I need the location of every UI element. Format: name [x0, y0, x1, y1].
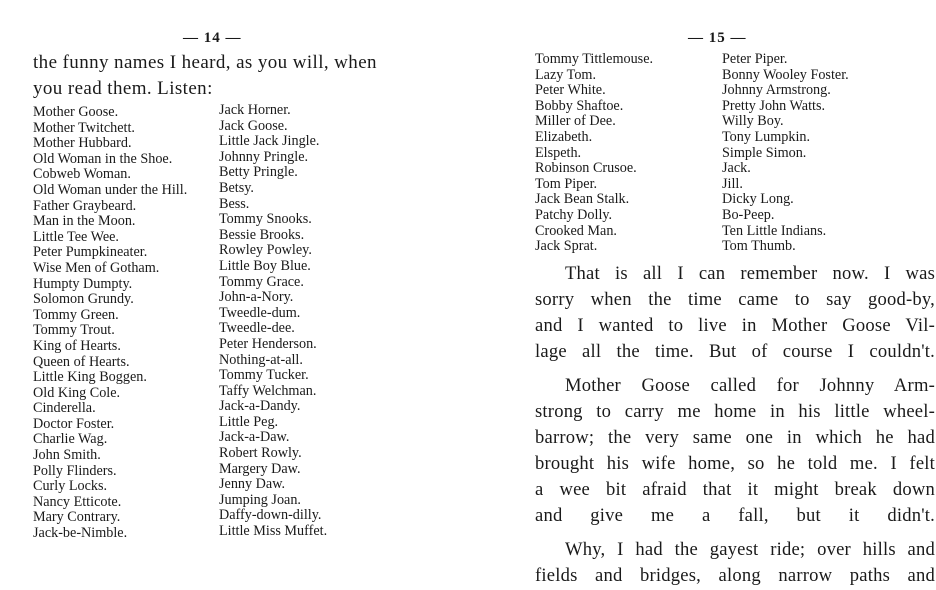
name-list-item: Crooked Man.	[535, 222, 617, 239]
name-list-item: Peter Henderson.	[219, 335, 317, 352]
name-list-item: Tommy Tittlemouse.	[535, 51, 654, 67]
name-list-item: Jack-a-Dandy.	[219, 398, 301, 415]
page-number-14: — 14 —	[183, 30, 242, 46]
name-list-item: Father Graybeard.	[33, 197, 137, 214]
name-list-item: Jack-be-Nimble.	[33, 525, 128, 542]
right-page	[468, 0, 936, 590]
text-line: barrow; the very same one in which he had	[535, 427, 935, 448]
text-line: fields and bridges, along narrow paths and	[535, 565, 935, 586]
story-text	[535, 261, 935, 589]
name-list-item: Daffy-down-dilly.	[219, 507, 322, 524]
name-list-item: Mary Contrary.	[33, 509, 121, 526]
name-list-item: Tommy Green.	[33, 306, 119, 323]
name-list-item: Bess.	[219, 195, 250, 212]
name-list-item: Jack Sprat.	[535, 238, 598, 255]
name-list-item: Betty Pringle.	[219, 164, 298, 181]
name-list-item: Wise Men of Gotham.	[33, 259, 160, 276]
text-line: and I wanted to live in Mother Goose Vil-	[535, 315, 935, 336]
name-list-item: Charlie Wag.	[33, 431, 108, 448]
name-list-item: Little Jack Jingle.	[219, 133, 320, 150]
name-list-item: Old King Cole.	[33, 384, 121, 401]
text-line: strong to carry me home in his little wheel-	[535, 401, 935, 422]
name-list-item: Johnny Pringle.	[219, 148, 309, 165]
name-list-item: Bessie Brooks.	[219, 226, 305, 243]
text-line: Why, I had the gayest ride; over hills and	[565, 539, 935, 560]
name-list-item: Nancy Etticote.	[33, 493, 122, 510]
name-list-item: Little Tee Wee.	[33, 228, 119, 245]
name-list-item: Ten Little Indians.	[722, 222, 827, 239]
name-list-item: Dicky Long.	[722, 191, 794, 208]
text-line: That is all I can remember now. I was	[565, 263, 935, 284]
text-line: a wee bit afraid that it might break down	[535, 479, 935, 500]
name-list-item: Jack Goose.	[219, 117, 288, 134]
names-column-1	[33, 105, 187, 542]
name-list-item: Taffy Welchman.	[219, 382, 317, 399]
name-list-item: King of Hearts.	[33, 337, 121, 354]
name-list-item: Tommy Snooks.	[219, 211, 312, 228]
name-list-item: Patchy Dolly.	[535, 206, 613, 223]
text-line: sorry when the time came to say good-by,	[535, 289, 935, 310]
name-list-item: Jack Bean Stalk.	[535, 191, 630, 208]
name-list-item: Miller of Dee.	[535, 113, 616, 130]
name-list-item: Tony Lumpkin.	[722, 128, 811, 145]
paragraph	[535, 261, 935, 365]
name-list-item: Peter Pumpkineater.	[33, 244, 148, 261]
name-list-item: Tommy Grace.	[219, 273, 304, 290]
name-list-item: Jack Horner.	[219, 102, 291, 118]
name-list-item: Little King Boggen.	[33, 369, 147, 386]
name-list-item: Jack-a-Daw.	[219, 429, 290, 446]
name-list-item: Tom Piper.	[535, 175, 598, 192]
paragraph	[535, 373, 935, 529]
names-column-3	[535, 52, 653, 255]
name-list-item: Cobweb Woman.	[33, 166, 131, 183]
name-list-item: Jenny Daw.	[219, 476, 286, 493]
intro-line: the funny names I heard, as you will, when	[33, 52, 377, 73]
name-list-item: Robert Rowly.	[219, 445, 302, 462]
name-list-item: Rowley Powley.	[219, 242, 312, 259]
name-list-item: Willy Boy.	[722, 113, 784, 130]
name-list-item: Little Miss Muffet.	[219, 523, 328, 540]
names-column-4	[722, 52, 849, 255]
name-list-item: Bobby Shaftoe.	[535, 97, 624, 114]
name-list-item: Tweedle-dum.	[219, 304, 301, 321]
paragraph-gap	[535, 529, 935, 537]
text-line: Mother Goose called for Johnny Arm-	[565, 375, 935, 396]
name-list-item: Jack.	[722, 160, 751, 177]
name-list-item: Jumping Joan.	[219, 491, 301, 508]
name-list-item: Man in the Moon.	[33, 213, 136, 230]
name-list-item: Bonny Wooley Foster.	[722, 66, 849, 83]
name-list-item: Peter Piper.	[722, 51, 788, 67]
name-list-item: Bo-Peep.	[722, 206, 775, 223]
name-list-item: Mother Goose.	[33, 104, 119, 120]
name-list-item: Peter White.	[535, 82, 606, 99]
name-list-item: Curly Locks.	[33, 478, 108, 495]
name-list-item: Polly Flinders.	[33, 462, 117, 479]
name-list-item: Doctor Foster.	[33, 415, 115, 432]
text-line: and give me a fall, but it didn't.	[535, 505, 935, 526]
name-list-item: Pretty John Watts.	[722, 97, 826, 114]
name-list-item: Cinderella.	[33, 400, 96, 417]
name-list-item: Betsy.	[219, 179, 254, 196]
name-list-item: Mother Twitchett.	[33, 119, 135, 136]
name-list-item: Little Boy Blue.	[219, 257, 311, 274]
name-list-item: Elspeth.	[535, 144, 582, 161]
name-list-item: Mother Hubbard.	[33, 135, 132, 152]
name-list-item: Elizabeth.	[535, 128, 593, 145]
name-list-item: Simple Simon.	[722, 144, 807, 161]
name-list-item: Solomon Grundy.	[33, 291, 134, 308]
names-column-2	[219, 103, 327, 540]
name-list-item: Tweedle-dee.	[219, 320, 295, 337]
intro-line: you read them. Listen:	[33, 78, 213, 99]
paragraph-gap	[535, 365, 935, 373]
name-list-item: Little Peg.	[219, 413, 279, 430]
name-list-item: Queen of Hearts.	[33, 353, 130, 370]
intro-text	[33, 50, 403, 102]
name-list-item: Margery Daw.	[219, 460, 301, 477]
page-number-15: — 15 —	[688, 30, 747, 46]
name-list-item: Tommy Trout.	[33, 322, 115, 339]
name-list-item: Tommy Tucker.	[219, 367, 309, 384]
name-list-item: Lazy Tom.	[535, 66, 596, 83]
paragraph	[535, 537, 935, 589]
name-list-item: Humpty Dumpty.	[33, 275, 133, 292]
name-list-item: Robinson Crusoe.	[535, 160, 637, 177]
name-list-item: Nothing-at-all.	[219, 351, 303, 368]
name-list-item: Jill.	[722, 175, 743, 192]
text-line: brought his wife home, so he told me. I felt	[535, 453, 935, 474]
name-list-item: John Smith.	[33, 447, 101, 464]
name-list-item: Tom Thumb.	[722, 238, 796, 255]
name-list-item: Old Woman under the Hill.	[33, 181, 188, 198]
text-line: lage all the time. But of course I couldn't.	[535, 341, 935, 362]
name-list-item: Old Woman in the Shoe.	[33, 150, 173, 167]
name-list-item: John-a-Nory.	[219, 289, 294, 306]
name-list-item: Johnny Armstrong.	[722, 82, 831, 99]
